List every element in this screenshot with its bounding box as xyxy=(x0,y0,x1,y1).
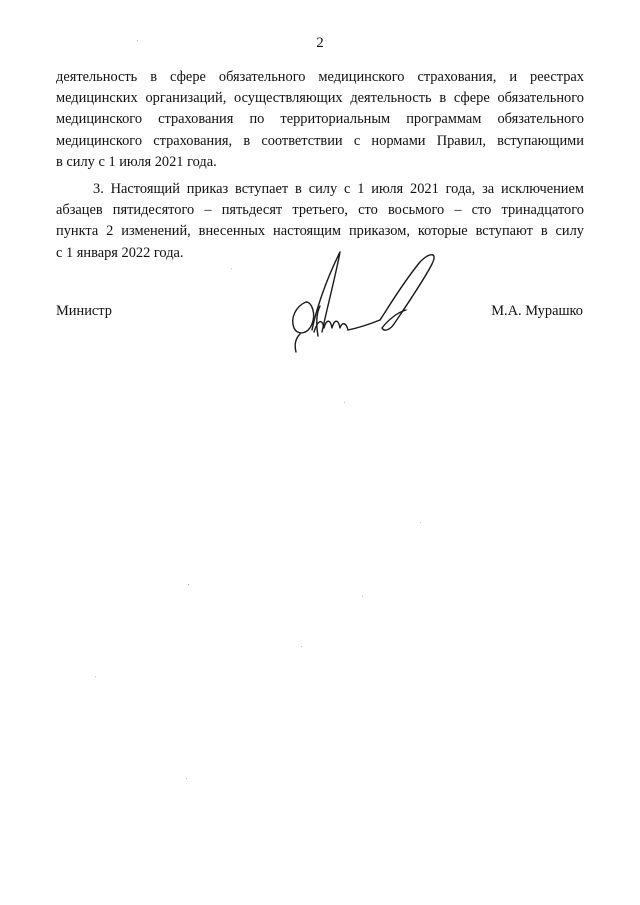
text-line: медицинских организаций, осуществляющих деятельность в сфере обязательного xyxy=(56,90,584,107)
scan-speck xyxy=(362,596,363,597)
scan-speck xyxy=(186,778,187,779)
page-number: 2 xyxy=(316,35,324,51)
text-line: 3. Настоящий приказ вступает в силу с 1 июля 2021 года, за исключением xyxy=(93,180,584,197)
document-body xyxy=(56,67,584,264)
signatory-name: М.А. Мурашко xyxy=(491,303,583,319)
text-line: медицинского страхования, в соответствии с нормами Правил, вступающими xyxy=(56,132,584,149)
scan-speck xyxy=(420,522,421,523)
scan-speck xyxy=(188,584,189,585)
scan-speck xyxy=(344,402,345,403)
scan-speck xyxy=(231,268,232,269)
text-line: деятельность в сфере обязательного медицинского страхования, и реестрах xyxy=(56,69,584,85)
text-line: абзацев пятидесятого – пятьдесят третьего, сто восьмого – сто тринадцатого xyxy=(56,202,584,219)
scan-speck xyxy=(301,646,302,647)
signatory-title: Министр xyxy=(56,303,112,319)
paragraph-1 xyxy=(56,67,584,173)
text-line: пункта 2 изменений, внесенных настоящим приказом, которые вступают в силу xyxy=(56,223,584,240)
text-line: с 1 января 2022 года. xyxy=(56,244,184,261)
scan-speck xyxy=(95,676,96,677)
scan-speck xyxy=(137,40,138,41)
text-line: медицинского страхования по территориальным программам обязательного xyxy=(56,111,584,128)
text-line: в силу с 1 июля 2021 года. xyxy=(56,153,217,170)
handwritten-signature-icon xyxy=(282,240,442,360)
